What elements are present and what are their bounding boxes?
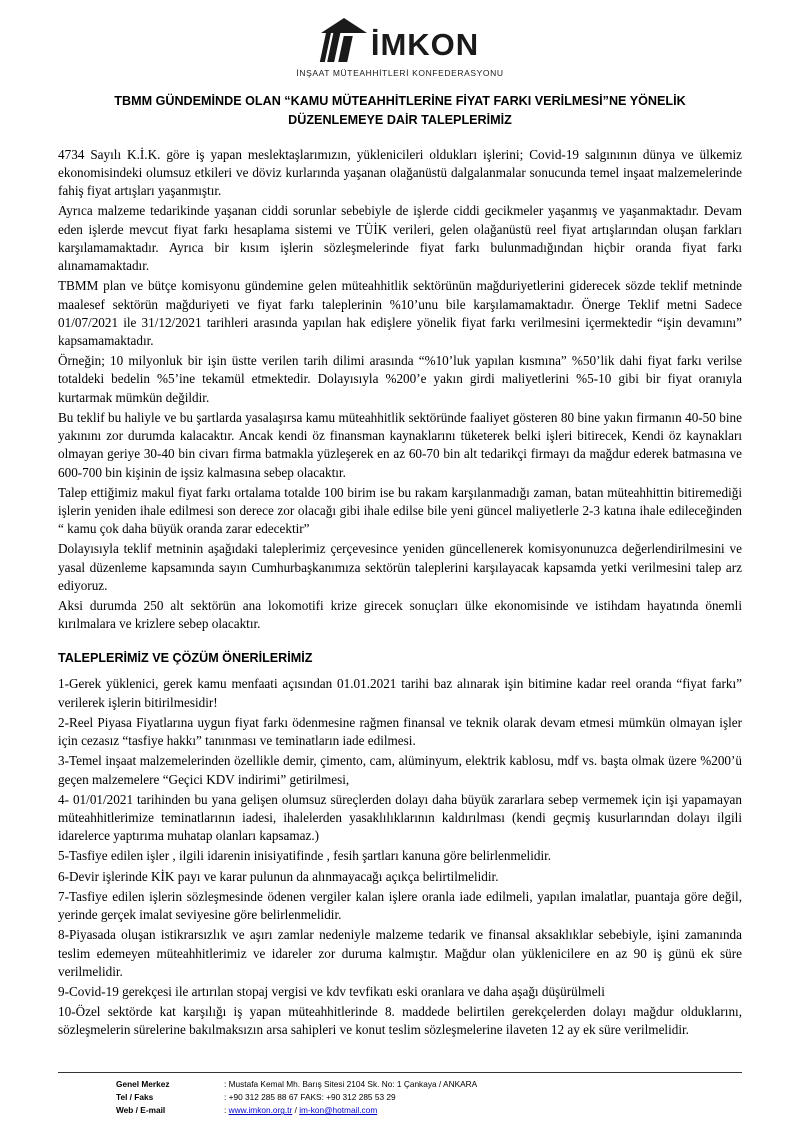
imkon-building-icon bbox=[321, 18, 367, 62]
footer-value: : +90 312 285 88 67 FAKS: +90 312 285 53 29 bbox=[224, 1091, 396, 1102]
footer-divider bbox=[58, 1072, 742, 1073]
paragraph: Örneğin; 10 milyonluk bir işin üstte verilen tarih dilimi arasında “%10’luk yapılan kısmına” %50’lik dahi fiyat farkı verilse totaldeki bedelin %5’ine tekamül etmektedir. Dolayısıyla %200’e yakın girdi maliyetlerini %5-10 gibi bir fiyat oranıyla kurtarmak mümkün değildir. bbox=[58, 353, 742, 405]
footer-value-separator: / bbox=[294, 1105, 300, 1116]
list-item: 2-Reel Piyasa Fiyatlarına uygun fiyat farkı ödenmesine rağmen finansal ve teknik olarak devam etmesi mümkün olmayan işler için cezasız “tasfiye hakkı” tanınması ve teminatların iade edilmesi. bbox=[58, 714, 742, 749]
website-link[interactable]: www.imkon.org.tr bbox=[228, 1105, 293, 1116]
paragraph: Bu teklif bu haliyle ve bu şartlarda yasalaşırsa kamu müteahhitlik sektöründe faaliyet gösteren 80 bine yakın firmanın 40-50 bine yakınını zor durumda kalacaktır. Ancak kendi öz finansman kaynaklarını tüketerek belki işleri bitirecek, Kendi öz kaynakları olmayan geriye 30-40 bin civarı firma batmakla yüzleşerek en az 60-70 bin alt tedarikçi firmayı da mağdur ederek batmasına ve 600-700 bin kişinin de işsiz kalmasına sebep olacaktır. bbox=[58, 409, 742, 480]
paragraph: Talep ettiğimiz makul fiyat farkı ortalama totalde 100 birim ise bu rakam karşılanmadığı zaman, batan müteahhittin bitiremediği işlerin yeniden ihale edilmesi son derece zor olacağı gibi ihale edilse bile yeni güncel maliyetlerle 2-3 katına ihale edileceğinden “ kamu çok daha büyük oranda zarar edecektir” bbox=[58, 484, 742, 537]
demands-list bbox=[58, 675, 742, 1039]
footer bbox=[58, 1066, 742, 1118]
list-item: 4- 01/01/2021 tarihinden bu yana gelişen olumsuz süreçlerden dolayı daha büyük zararlara sebep vermemek için işi yapamayan müteahhitlerimize teminatlarının iadesi, ihalelerden yasaklılıklarının kaldırılması (kendi geçmiş kusurlarından dolayı ilgili idarelerce yaptırıma muhatap olanları kapsamaz.) bbox=[58, 791, 742, 844]
logo-block bbox=[58, 18, 742, 78]
footer-value-prefix: : bbox=[224, 1105, 229, 1116]
footer-value bbox=[224, 1104, 742, 1117]
list-item: 10-Özel sektörde kat karşılığı iş yapan müteahhitlerinde 8. maddede belirtilen gerekçelerden dolayı mağdur olduklarını, sözleşmelerin sürelerine bakılmaksızın arsa sahipleri ve konut teslim sözleşmelerine ilaveten 12 ay ek süre verilmelidir. bbox=[58, 1004, 742, 1038]
list-item: 9-Covid-19 gerekçesi ile artırılan stopaj vergisi ve kdv tevfikatı eski oranlara ve daha aşağı düşürülmeli bbox=[58, 983, 605, 999]
email-link[interactable]: im-kon@hotmail.com bbox=[299, 1105, 378, 1116]
page-title: TBMM GÜNDEMİNDE OLAN “KAMU MÜTEAHHİTLERİNE FİYAT FARKI VERİLMESİ”NE YÖNELİK DÜZENLEMEYE DAİR TALEPLERİMİZ bbox=[114, 94, 686, 127]
footer-contact-table bbox=[116, 1078, 742, 1118]
body-text bbox=[58, 146, 742, 634]
paragraph: 4734 Sayılı K.İ.K. göre iş yapan meslektaşlarımızın, yüklenicileri oldukları işlerini; Covid-19 salgınının dünya ve ülkemiz ekonomisindeki olumsuz etkileri ve döviz kurlarında yaşanan olağanüstü dalgalanmalar sonucunda temel inşaat malzemelerinde fahiş fiyat artışları yaşanmıştır. bbox=[58, 146, 742, 199]
footer-value: : Mustafa Kemal Mh. Barış Sitesi 2104 Sk. No: 1 Çankaya / ANKARA bbox=[224, 1078, 478, 1089]
paragraph: Aksi durumda 250 alt sektörün ana lokomotifi krize girecek sonuçları ülke ekonomisinde ve istihdam hayatında önemli kırılmalara ve krizlere sebep olacaktır. bbox=[58, 598, 742, 632]
paragraph: Dolayısıyla teklif metninin aşağıdaki taleplerimiz çerçevesince yeniden güncellenerek komisyonunuzca değerlendirilmesini ve yasal düzenleme kapsamında sayın Cumhurbaşkanımıza sektörün taleplerini karşılayacak kapsamda yetki verilmesini talep arz ediyoruz. bbox=[58, 541, 742, 593]
list-item: 6-Devir işlerinde KİK payı ve karar pulunun da alınmayacağı açıkça belirtilmelidir. bbox=[58, 868, 499, 884]
paragraph: TBMM plan ve bütçe komisyonu gündemine gelen müteahhitlik sektörünün mağduriyetlerini giderecek sözde teklif metninde maalesef sektörün mağduriyeti ve fiyat farkı taleplerinin %10’unu bile karşılamamaktadır. Önerge Teklif metni Sadece 01/07/2021 ile 31/12/2021 tarihleri arasında yapılan hak edişlere yönelik fiyat farkı verilmesini içermektedir “işin devamını” kapsamamaktadır. bbox=[58, 278, 742, 348]
list-item: 8-Piyasada oluşan istikrarsızlık ve aşırı zamlar nedeniyle malzeme tedarik ve finansal aksaklıklar sebebiyle, işini zamanında teslim edemeyen müteahhitlerimiz ve idareler zor duruma kalmıştır. Mağdur olan yüklenicilere en az 90 iş günü ek süre verilmelidir. bbox=[58, 927, 742, 979]
footer-label: Genel Merkez bbox=[116, 1078, 170, 1089]
list-item: 5-Tasfiye edilen işler , ilgili idarenin inisiyatifinde , fesih şartları kanuna göre belirlenmelidir. bbox=[58, 848, 552, 864]
paragraph: Ayrıca malzeme tedarikinde yaşanan ciddi sorunlar sebebiyle de işlerde ciddi gecikmeler yaşanmış ve yaşanmaktadır. Devam eden işlerde mevcut fiyat farkı hesaplama sistemi ve TÜİK verileri, gelen olağanüstü reel fiyat artışlarından oluşan farkları karşılamamaktadır. Ayrıca bir kısım işlerin sözleşmelerinde fiyat farkı bulunmadığından hiçbir oranda fiyat farkı alınamamaktadır. bbox=[58, 203, 742, 274]
demands-heading: TALEPLERİMİZ VE ÇÖZÜM ÖNERİLERİMİZ bbox=[58, 651, 313, 666]
logo-subtitle: İNŞAAT MÜTEAHHİTLERİ KONFEDERASYONU bbox=[296, 68, 504, 78]
list-item: 3-Temel inşaat malzemelerinden özellikle demir, çimento, cam, alüminyum, elektrik kablosu, mdf vs. başta olmak üzere %200’ü geçen malzemelere “Geçici KDV indirimi” getirilmesi, bbox=[58, 753, 742, 787]
footer-label: Web / E-mail bbox=[116, 1105, 166, 1116]
list-item: 1-Gerek yüklenici, gerek kamu menfaati açısından 01.01.2021 tarihi baz alınarak işin bitimine kadar reel oranda “fiyat farkı” verilerek işlerin bitirilmesidir! bbox=[58, 676, 742, 710]
logo-row bbox=[321, 18, 479, 62]
footer-row bbox=[116, 1078, 742, 1091]
footer-row bbox=[116, 1091, 742, 1104]
list-item: 7-Tasfiye edilen işlerin sözleşmesinde ödenen vergiler kalan işlere oranla iade edilmeli, yapılan imalatlar, puantaja göre değil, yerinde gerçek imalat seviyesine göre belirlenmelidir. bbox=[58, 888, 742, 923]
logo-wordmark: İMKON bbox=[370, 27, 480, 62]
footer-row bbox=[116, 1104, 742, 1117]
footer-label: Tel / Faks bbox=[116, 1091, 154, 1102]
